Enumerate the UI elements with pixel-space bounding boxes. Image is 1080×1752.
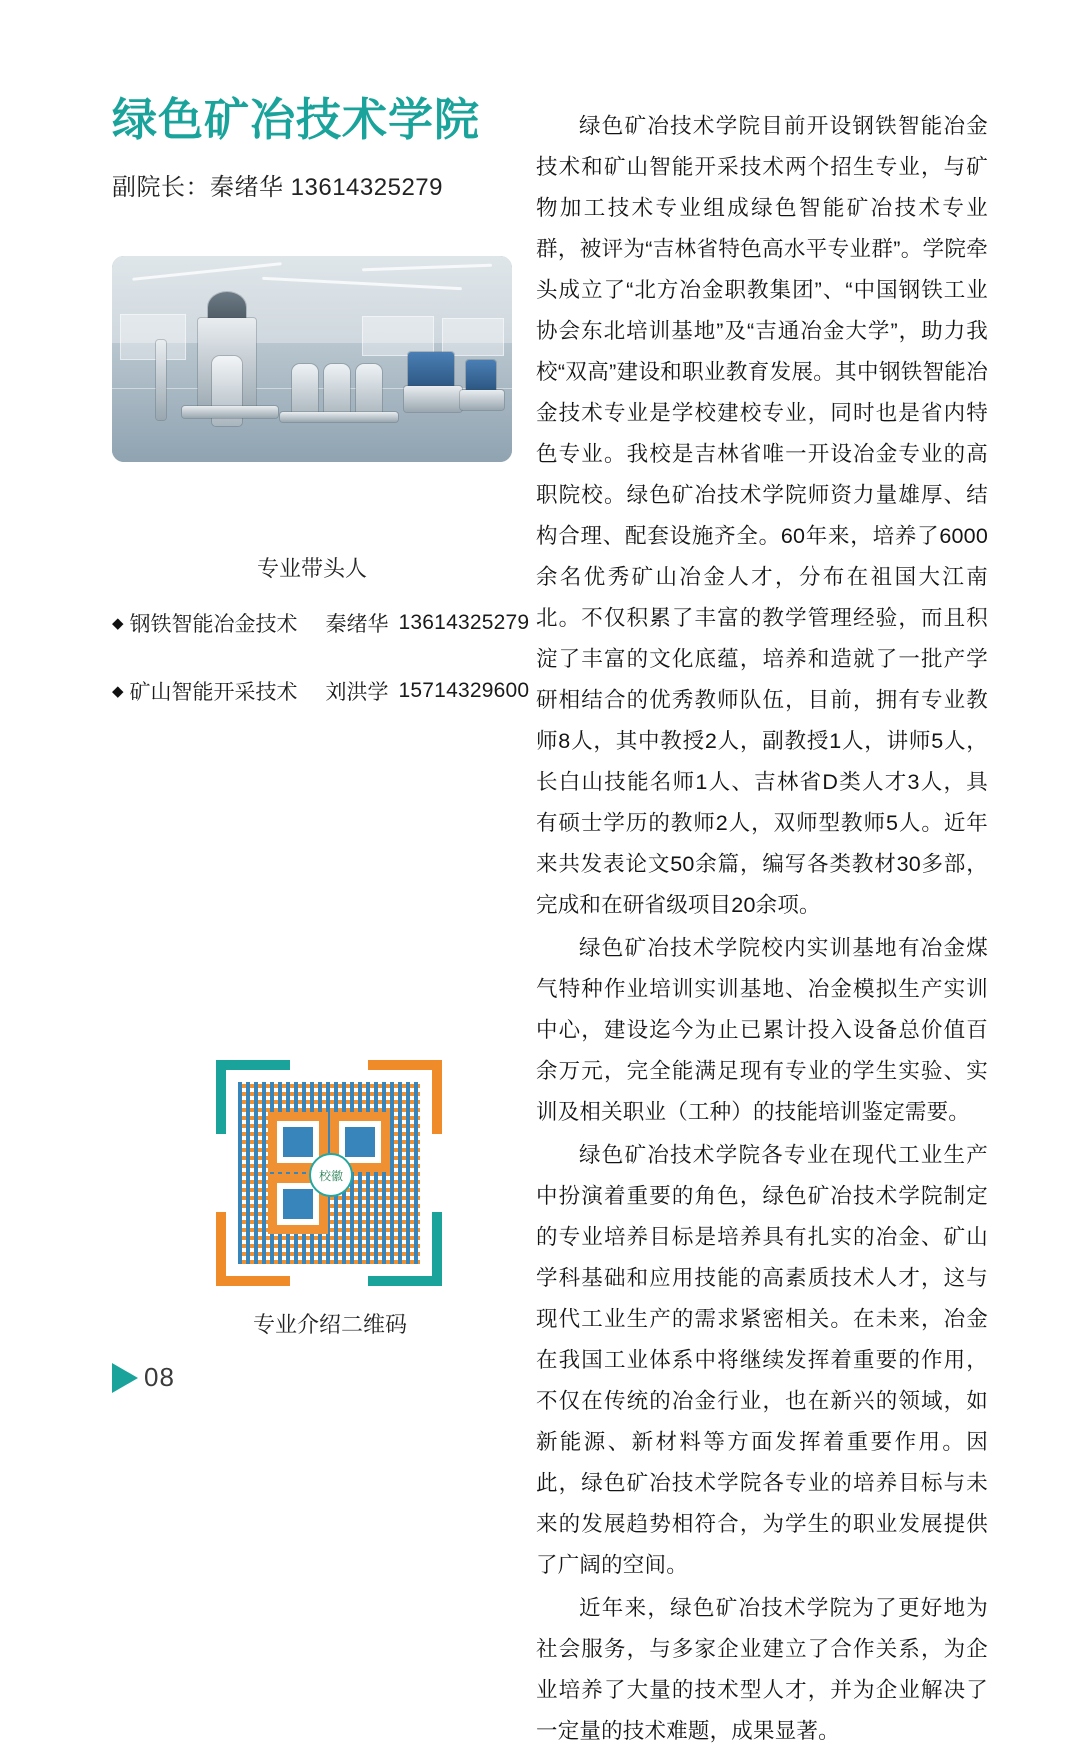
photo-wall-panel xyxy=(442,318,504,356)
photo-wall-panel xyxy=(362,316,434,356)
qr-code[interactable] xyxy=(216,1060,442,1286)
vice-dean-contact: 副院长：秦绪华 13614325279 xyxy=(112,173,443,201)
photo-pipe xyxy=(156,340,166,420)
leader-major: 矿山智能开采技术 xyxy=(129,681,298,704)
leader-name: 秦绪华 xyxy=(325,613,389,636)
photo-machine-tank xyxy=(356,364,382,418)
page-title: 绿色矿冶技术学院 xyxy=(112,94,481,145)
paragraph: 绿色矿冶技术学院各专业在现代工业生产中扮演着重要的角色，绿色矿冶技术学院制定的专业培养目标是培养具有扎实的冶金、矿山学科基础和应用技能的高素质技术人才，这与现代工业生产的需求紧密相关。在未来，冶金在我国工业体系中将继续发挥着重要的作用，不仅在传统的冶金行业，也在新兴的领域，如新能源、新材料等方面发挥着重要作用。因此，绿色矿冶技术学院各专业的培养目标与未来的发展趋势相符合，为学生的职业发展提供了广阔的空间。 xyxy=(536,1143,988,1577)
photo-machine-tank xyxy=(324,364,350,418)
triangle-marker-icon xyxy=(112,1363,138,1393)
paragraph: 绿色矿冶技术学院目前开设钢铁智能冶金技术和矿山智能开采技术两个招生专业，与矿物加工技术专业组成绿色智能矿冶技术专业群，被评为“吉林省特色高水平专业群”。学院牵头成立了“北方冶金职教集团”、“中国钢铁工业协会东北培训基地”及“吉通冶金大学”，助力我校“双高”建设和职业教育发展。其中钢铁智能冶金技术专业是学校建校专业，同时也是省内特色专业。我校是吉林省唯一开设冶金专业的高职院校。绿色矿冶技术学院师资力量雄厚、结构合理、配套设施齐全。60年来，培养了6000余名优秀矿山冶金人才，分布在祖国大江南北。不仅积累了丰富的教学管理经验，而且积淀了丰富的文化底蕴，培养和造就了一批产学研相结合的优秀教师队伍，目前，拥有专业教师8人，其中教授2人，副教授1人，讲师5人，长白山技能名师1人、吉林省D类人才3人，具有硕士学历的教师2人，双师型教师5人。近年来共发表论文50余篇，编写各类教材30多部，完成和在研省级项目20余项。 xyxy=(536,114,988,917)
leader-phone: 13614325279 xyxy=(398,611,530,634)
photo-equipment-stand xyxy=(404,386,462,412)
qr-caption: 专业介绍二维码 xyxy=(252,1312,407,1337)
paragraph: 绿色矿冶技术学院校内实训基地有冶金煤气特种作业培训实训基地、冶金模拟生产实训中心，建设迄今为止已累计投入设备总价值百余万元，完全能满足现有专业的学生实验、实训及相关职业（工种）的技能培训鉴定需要。 xyxy=(536,936,988,1124)
page-footer xyxy=(112,1362,175,1393)
photo-machine-base xyxy=(182,406,278,418)
leader-name: 刘洪学 xyxy=(325,681,389,704)
photo-blue-equipment xyxy=(466,360,496,394)
photo-machine-tank xyxy=(292,364,318,418)
school-emblem-icon: 校徽 xyxy=(309,1153,353,1197)
photo-wall-panel xyxy=(120,314,186,360)
list-item xyxy=(112,608,532,638)
department-header xyxy=(112,95,512,202)
qr-pattern xyxy=(238,1082,420,1264)
list-item xyxy=(112,676,532,706)
photo-machine-base xyxy=(280,412,398,422)
page-number: 08 xyxy=(144,1362,175,1392)
leader-major: 钢铁智能冶金技术 xyxy=(129,613,298,636)
workshop-photo xyxy=(112,256,512,462)
leader-phone: 15714329600 xyxy=(398,679,530,702)
article-body xyxy=(536,106,988,1752)
photo-equipment-stand xyxy=(460,390,504,410)
diamond-bullet-icon: ◆ xyxy=(112,682,124,700)
diamond-bullet-icon: ◆ xyxy=(112,614,124,632)
program-leaders-list xyxy=(112,608,532,744)
paragraph: 近年来，绿色矿冶技术学院为了更好地为社会服务，与多家企业建立了合作关系，为企业培养了大量的技术型人才，并为企业解决了一定量的技术难题，成果显著。 xyxy=(536,1596,988,1743)
program-leaders-heading: 专业带头人 xyxy=(256,556,367,581)
